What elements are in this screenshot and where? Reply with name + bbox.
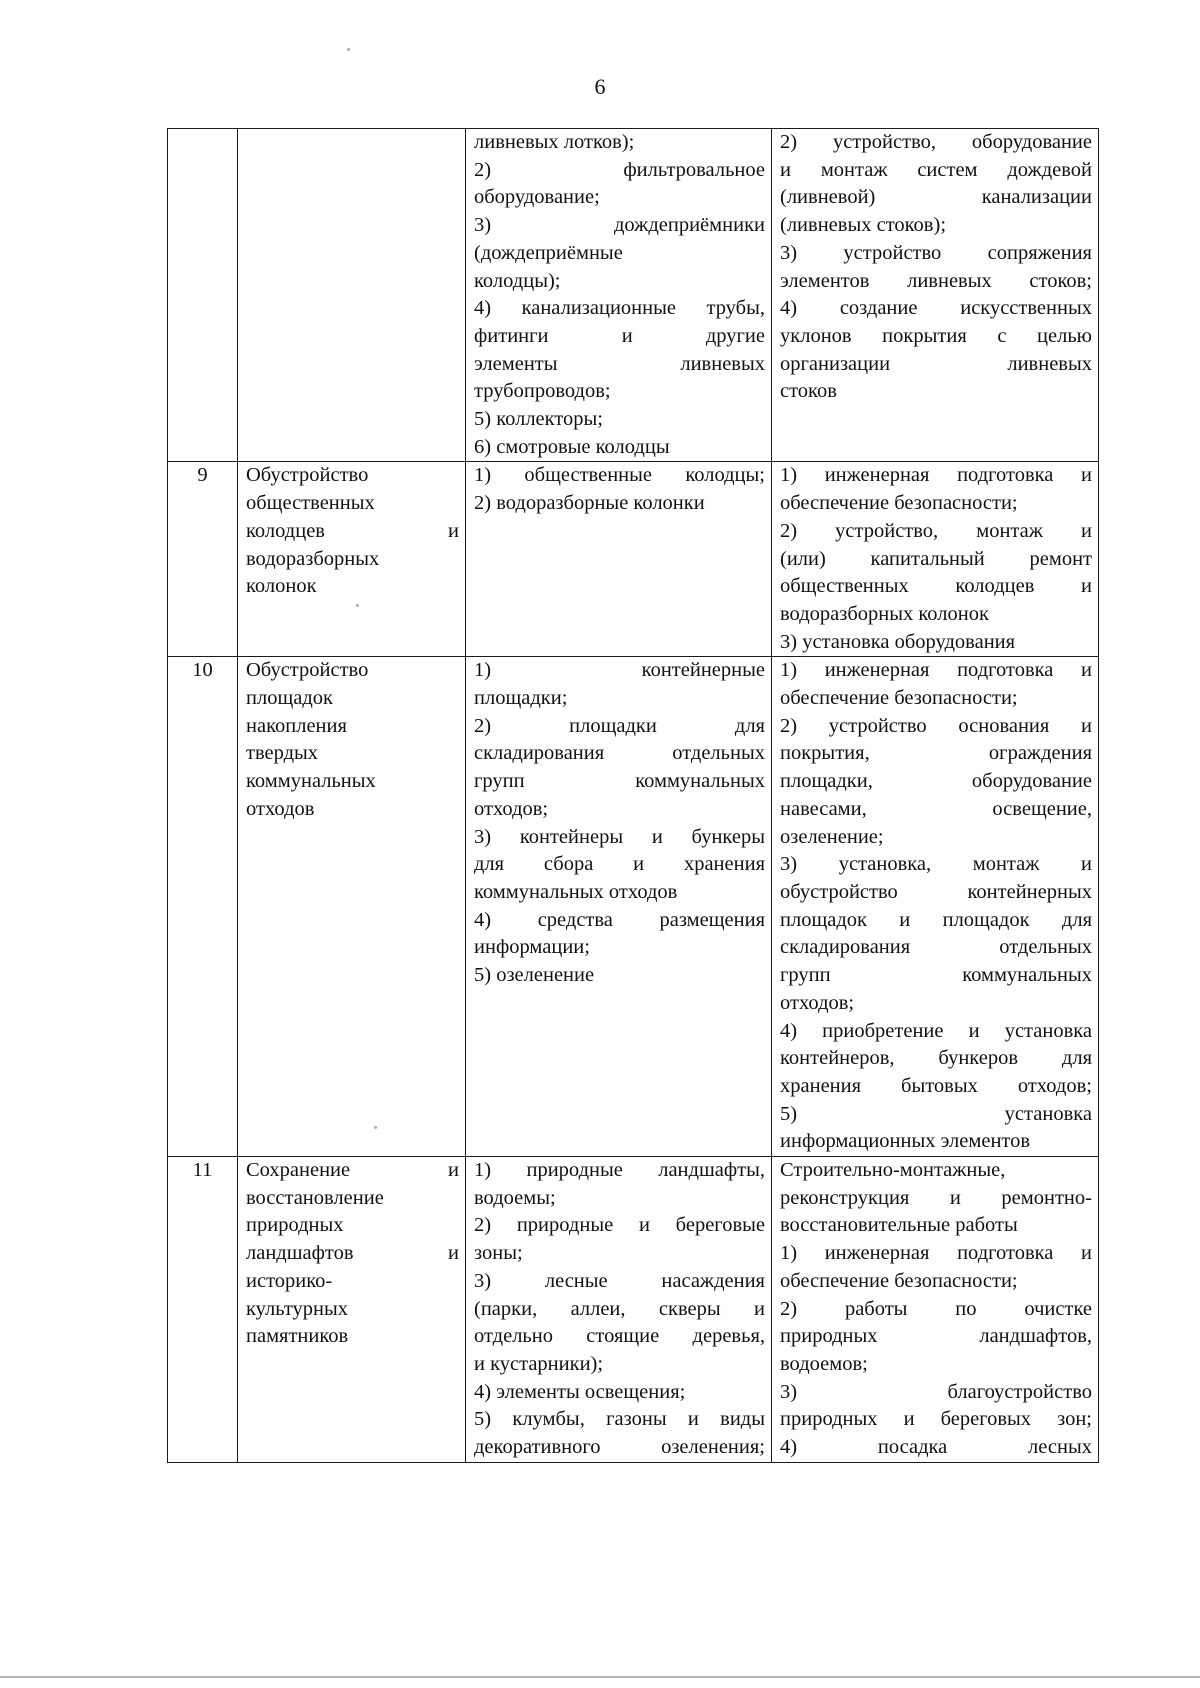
cell-line: площадок: [246, 687, 333, 710]
cell-works: [772, 1157, 1099, 1463]
cell-line: 5) озеленение: [474, 964, 595, 987]
cell-line: 3) контейнеры и бункеры: [474, 825, 765, 848]
cell-line: информации;: [474, 936, 590, 959]
cell-line: навесами, освещение,: [780, 797, 1092, 820]
cell-line: отдельно стоящие деревья,: [474, 1325, 765, 1348]
cell-line: Обустройство: [246, 659, 369, 682]
cell-elements: [466, 129, 772, 462]
cell-line: групп коммунальных: [474, 770, 765, 793]
cell-line: накопления: [246, 714, 347, 737]
cell-number: 9: [168, 462, 238, 657]
cell-line: уклонов покрытия с целью: [780, 324, 1092, 347]
cell-line: обеспечение безопасности;: [780, 1269, 1018, 1292]
cell-line: обеспечение безопасности;: [780, 687, 1018, 710]
cell-elements: [466, 657, 772, 1157]
table-body: [168, 129, 1099, 1463]
cell-line: 3) устройство сопряжения: [780, 241, 1092, 264]
cell-line: 6) смотровые колодцы: [474, 435, 670, 458]
cell-name: [238, 1157, 466, 1463]
cell-line: 4) создание искусственных: [780, 297, 1092, 320]
cell-line: 1) инженерная подготовка и: [780, 1242, 1092, 1265]
cell-name: [238, 462, 466, 657]
cell-line: водоемы;: [474, 1186, 556, 1209]
cell-number: 11: [168, 1157, 238, 1463]
cell-number: 10: [168, 657, 238, 1157]
cell-line: информационных элементов: [780, 1130, 1031, 1153]
cell-line: групп коммунальных: [780, 964, 1092, 987]
cell-line: (дождеприёмные: [474, 241, 623, 264]
cell-works: [772, 462, 1099, 657]
cell-line: 2) устройство основания и: [780, 714, 1092, 737]
scan-speck: [347, 48, 350, 51]
cell-line: 5) клумбы, газоны и виды: [474, 1408, 765, 1431]
table-row: [168, 462, 1099, 657]
cell-line: и кустарники);: [474, 1352, 604, 1375]
cell-line: и монтаж систем дождевой: [780, 158, 1092, 181]
cell-line: 3) лесные насаждения: [474, 1269, 765, 1292]
cell-line: 2) природные и береговые: [474, 1214, 765, 1237]
table-row: [168, 129, 1099, 462]
cell-name: [238, 129, 466, 462]
cell-line: ливневых лотков);: [474, 131, 635, 153]
table-row: [168, 657, 1099, 1157]
cell-line: 2) работы по очистке: [780, 1297, 1092, 1320]
cell-line: трубопроводов;: [474, 380, 611, 403]
cell-line: водоразборных: [246, 547, 380, 570]
cell-line: площадок и площадок для: [780, 908, 1092, 931]
scan-speck: [374, 1126, 377, 1129]
cell-line: 2) фильтровальное: [474, 158, 765, 181]
cell-line: Сохранение и: [246, 1159, 459, 1182]
cell-elements: [466, 1157, 772, 1463]
cell-line: историко-: [246, 1269, 333, 1292]
cell-line: (ливневой) канализации: [780, 186, 1092, 209]
cell-line: 1) инженерная подготовка и: [780, 464, 1092, 487]
cell-line: 1) природные ландшафты,: [474, 1159, 765, 1182]
cell-line: складирования отдельных: [780, 936, 1092, 959]
cell-line: колодцев и: [246, 519, 459, 542]
cell-name: [238, 657, 466, 1157]
cell-line: отходов;: [474, 797, 549, 820]
table-row: [168, 1157, 1099, 1463]
cell-line: 4) приобретение и установка: [780, 1019, 1092, 1042]
cell-line: покрытия, ограждения: [780, 742, 1092, 765]
cell-line: хранения бытовых отходов;: [780, 1074, 1092, 1097]
cell-line: отходов;: [780, 991, 855, 1014]
cell-line: 3) дождеприёмники: [474, 214, 765, 237]
cell-line: Обустройство: [246, 464, 369, 487]
cell-line: 1) инженерная подготовка и: [780, 659, 1092, 682]
cell-line: элементов ливневых стоков;: [780, 269, 1092, 292]
cell-line: стоков: [780, 380, 837, 403]
cell-line: водоемов;: [780, 1352, 868, 1375]
cell-line: зоны;: [474, 1242, 523, 1265]
cell-line: 4) элементы освещения;: [474, 1380, 686, 1403]
cell-line: 2) водоразборные колонки: [474, 492, 705, 515]
cell-line: природных ландшафтов,: [780, 1325, 1092, 1348]
cell-line: (ливневых стоков);: [780, 214, 947, 237]
cell-line: организации ливневых: [780, 352, 1092, 375]
cell-works: [772, 129, 1099, 462]
cell-line: Строительно-монтажные,: [780, 1159, 1006, 1182]
cell-line: коммунальных: [246, 770, 376, 793]
cell-line: площадки;: [474, 687, 568, 710]
cell-works: [772, 657, 1099, 1157]
cell-line: складирования отдельных: [474, 742, 765, 765]
cell-line: культурных: [246, 1297, 348, 1320]
cell-line: 4) средства размещения: [474, 908, 765, 931]
cell-line: элементы ливневых: [474, 352, 765, 375]
cell-line: 4) канализационные трубы,: [474, 297, 765, 320]
cell-line: 2) площадки для: [474, 714, 765, 737]
cell-line: памятников: [246, 1325, 349, 1348]
cell-line: 1) контейнерные: [474, 659, 765, 682]
cell-line: природных и береговых зон;: [780, 1408, 1092, 1431]
cell-line: общественных колодцев и: [780, 575, 1092, 598]
cell-line: фитинги и другие: [474, 324, 765, 347]
cell-line: 5) коллекторы;: [474, 408, 604, 431]
works-table: [167, 128, 1099, 1463]
cell-line: 2) устройство, оборудование: [780, 131, 1092, 153]
cell-line: 3) благоустройство: [780, 1380, 1092, 1403]
cell-line: контейнеров, бункеров для: [780, 1047, 1092, 1070]
cell-line: твердых: [246, 742, 319, 765]
cell-line: декоративного озеленения;: [474, 1436, 765, 1459]
cell-line: общественных: [246, 492, 375, 515]
cell-line: коммунальных отходов: [474, 880, 678, 903]
cell-line: 1) общественные колодцы;: [474, 464, 765, 487]
cell-line: 2) устройство, монтаж и: [780, 519, 1092, 542]
cell-line: восстановительные работы: [780, 1214, 1018, 1237]
cell-line: колодцы);: [474, 269, 561, 292]
cell-line: водоразборных колонок: [780, 602, 989, 625]
cell-line: 3) установка, монтаж и: [780, 853, 1092, 876]
cell-line: (парки, аллеи, скверы и: [474, 1297, 765, 1320]
page-number: 6: [594, 74, 606, 99]
cell-line: обеспечение безопасности;: [780, 492, 1018, 515]
cell-line: обустройство контейнерных: [780, 880, 1092, 903]
cell-line: для сбора и хранения: [474, 853, 765, 876]
cell-line: (или) капитальный ремонт: [780, 547, 1092, 570]
cell-elements: [466, 462, 772, 657]
cell-line: реконструкция и ремонтно-: [780, 1186, 1092, 1209]
cell-line: озеленение;: [780, 825, 884, 848]
cell-line: оборудование;: [474, 186, 600, 209]
cell-line: площадки, оборудование: [780, 770, 1092, 793]
cell-number: [168, 129, 238, 462]
cell-line: отходов: [246, 797, 315, 820]
cell-line: колонок: [246, 575, 317, 598]
cell-line: 4) посадка лесных: [780, 1436, 1092, 1459]
cell-line: восстановление: [246, 1186, 384, 1209]
cell-line: 5) установка: [780, 1102, 1092, 1125]
cell-line: ландшафтов и: [246, 1242, 459, 1265]
cell-line: природных: [246, 1214, 344, 1237]
scan-artifact-line: [0, 1676, 1200, 1678]
cell-line: 3) установка оборудования: [780, 630, 1016, 653]
scan-speck: [356, 604, 359, 607]
